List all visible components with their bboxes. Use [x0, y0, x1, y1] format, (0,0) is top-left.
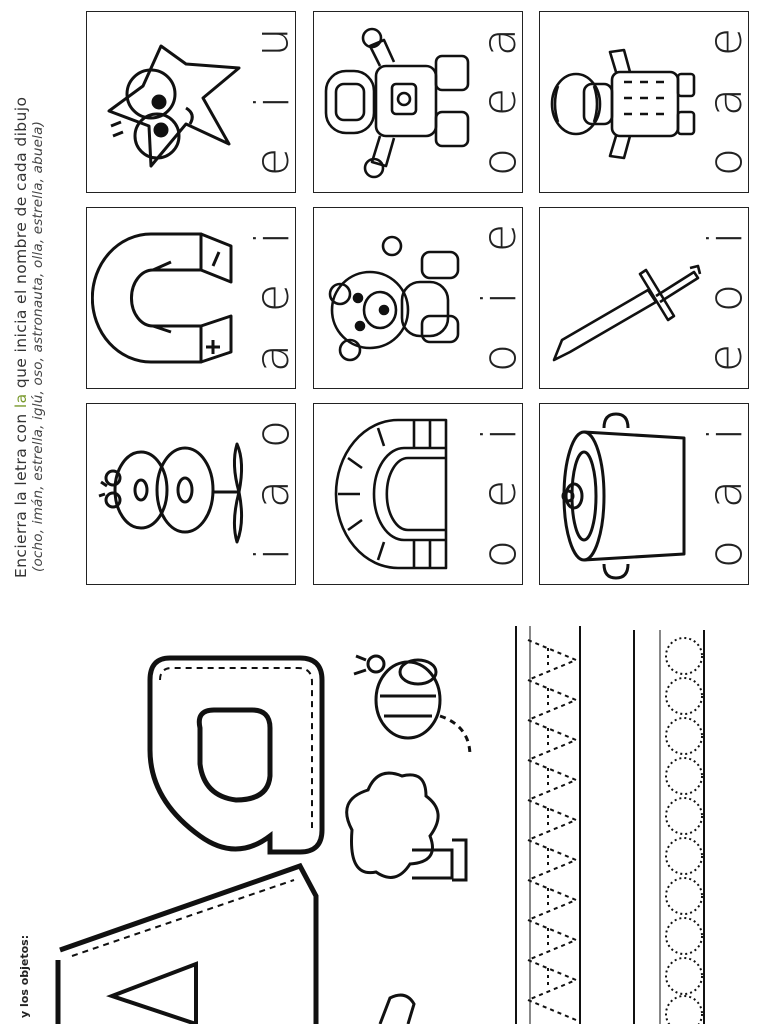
letter-option[interactable]: a: [244, 479, 299, 509]
letter-option[interactable]: a: [244, 343, 299, 373]
letter-option[interactable]: o: [245, 419, 299, 449]
letter-option[interactable]: i: [472, 291, 526, 305]
igloo-icon: [318, 408, 478, 580]
letter-option[interactable]: o: [472, 147, 526, 177]
sword-icon: [544, 212, 704, 384]
instruction-line-2: (ocho, imán, estrella, iglú, oso, astronauta, olla, estrella, abuela): [30, 120, 46, 572]
letter-option[interactable]: e: [472, 223, 526, 253]
letter-options: [698, 208, 752, 388]
letter-option[interactable]: a: [471, 27, 526, 57]
exercise-cell-pot: [539, 403, 752, 585]
astronaut-icon: [318, 16, 478, 188]
letter-option[interactable]: i: [245, 95, 299, 109]
letter-option[interactable]: i: [698, 231, 752, 245]
letter-option[interactable]: e: [472, 87, 526, 117]
exercise-cell-eight: [86, 403, 299, 585]
letter-options: [244, 208, 299, 388]
letter-option[interactable]: o: [698, 283, 752, 313]
lower-caption: y los objetos:: [18, 934, 31, 1018]
letter-option[interactable]: o: [472, 343, 526, 373]
letter-options: [697, 12, 752, 192]
letter-option[interactable]: o: [698, 147, 752, 177]
letter-option[interactable]: o: [472, 539, 526, 569]
letter-option[interactable]: u: [245, 27, 299, 57]
letter-option[interactable]: i: [245, 231, 299, 245]
star-icon: [91, 16, 251, 188]
tracing-lines-o: [634, 630, 704, 1024]
letter-option[interactable]: i: [472, 427, 526, 441]
bee-icon: [354, 656, 470, 756]
number-eight-icon: [91, 408, 251, 580]
letter-options: [471, 12, 526, 192]
letter-a-outline-icon: [58, 866, 316, 1024]
tracing-lines-a: [516, 626, 580, 1024]
letter-option[interactable]: i: [698, 427, 752, 441]
exercise-cell-igloo: [313, 403, 526, 585]
letter-option[interactable]: i: [245, 547, 299, 561]
letter-option[interactable]: a: [697, 479, 752, 509]
letter-options: [697, 404, 752, 584]
letter-options: [244, 404, 299, 584]
magnet-icon: [91, 212, 251, 384]
letter-a-outline-icon: [150, 658, 322, 852]
exercise-cell-bear: [313, 207, 526, 389]
letter-option[interactable]: a: [697, 87, 752, 117]
grandmother-icon: [544, 16, 704, 188]
exercise-cell-grandmother: [539, 11, 752, 193]
instruction-line-1: Encierra la letra con la que inicia el nombre de cada dibujo: [12, 96, 30, 578]
exercise-cell-star: [86, 11, 299, 193]
plane-icon: [380, 995, 414, 1024]
letter-option[interactable]: e: [698, 27, 752, 57]
pot-icon: [544, 408, 704, 580]
letter-option[interactable]: e: [472, 479, 526, 509]
letter-options: [472, 404, 526, 584]
letter-options: [472, 208, 526, 388]
letter-options: [245, 12, 299, 192]
tracing-section: [0, 600, 768, 1024]
letter-option[interactable]: e: [698, 343, 752, 373]
tree-icon: [347, 773, 466, 880]
letter-option[interactable]: o: [698, 539, 752, 569]
exercise-cell-astronaut: [313, 11, 526, 193]
bear-icon: [318, 212, 478, 384]
letter-option[interactable]: e: [245, 147, 299, 177]
exercise-cell-sword: [539, 207, 752, 389]
letter-option[interactable]: e: [245, 283, 299, 313]
exercise-cell-magnet: [86, 207, 299, 389]
